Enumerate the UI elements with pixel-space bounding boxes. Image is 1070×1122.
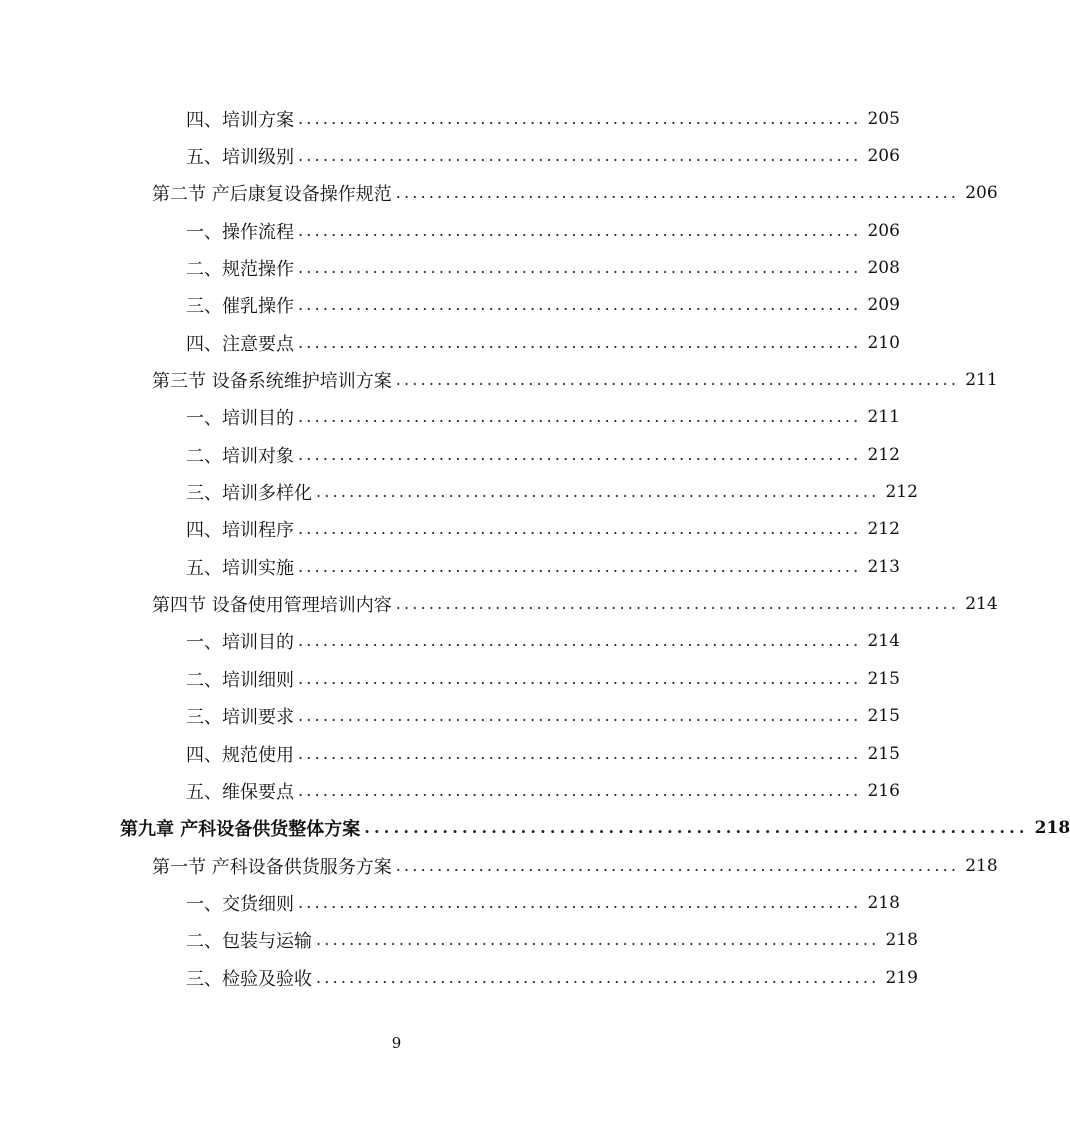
dot-leader: ....................................................................	[364, 818, 1029, 838]
dot-leader: ....................................................................	[298, 668, 862, 688]
toc-entry-title: 二、规范操作	[186, 259, 294, 281]
toc-entry-page: 215	[867, 743, 900, 764]
toc-entry[interactable]	[0, 922, 918, 959]
table-of-contents	[0, 100, 1070, 996]
toc-entry[interactable]	[0, 735, 900, 772]
toc-entry[interactable]	[0, 847, 998, 884]
toc-entry[interactable]	[0, 511, 900, 548]
toc-entry-title: 五、维保要点	[186, 781, 294, 803]
toc-entry-page: 206	[867, 146, 900, 167]
toc-entry[interactable]	[0, 212, 900, 249]
dot-leader: ....................................................................	[298, 556, 862, 576]
dot-leader: ....................................................................	[395, 370, 960, 390]
toc-entry-page: 218	[885, 930, 918, 951]
toc-entry-title: 第九章 产科设备供货整体方案	[120, 819, 361, 841]
dot-leader: ....................................................................	[395, 183, 960, 203]
dot-leader: ....................................................................	[298, 332, 862, 352]
toc-entry-title: 三、催乳操作	[186, 296, 294, 318]
toc-entry-title: 五、培训实施	[186, 557, 294, 579]
dot-leader: ....................................................................	[298, 146, 862, 166]
toc-entry[interactable]	[0, 399, 900, 436]
toc-entry-title: 第一节 产科设备供货服务方案	[152, 856, 392, 878]
dot-leader: ....................................................................	[298, 407, 862, 427]
dot-leader: ....................................................................	[298, 631, 862, 651]
toc-entry-title: 一、交货细则	[186, 893, 294, 915]
dot-leader: ....................................................................	[298, 519, 862, 539]
toc-entry-title: 三、培训要求	[186, 707, 294, 729]
toc-entry-title: 一、培训目的	[186, 632, 294, 654]
toc-entry-title: 四、规范使用	[186, 744, 294, 766]
toc-entry[interactable]	[0, 772, 900, 809]
toc-chapter-entry[interactable]	[0, 810, 1070, 847]
toc-entry-title: 第三节 设备系统维护培训方案	[152, 371, 392, 393]
toc-entry-page: 219	[885, 967, 918, 988]
toc-entry-title: 四、注意要点	[186, 333, 294, 355]
toc-entry-page: 212	[885, 482, 918, 503]
toc-entry[interactable]	[0, 324, 900, 361]
dot-leader: ....................................................................	[298, 892, 862, 912]
dot-leader: ....................................................................	[316, 967, 880, 987]
toc-entry-title: 一、操作流程	[186, 221, 294, 243]
toc-entry-page: 211	[867, 407, 900, 428]
toc-entry[interactable]	[0, 623, 900, 660]
dot-leader: ....................................................................	[298, 295, 862, 315]
toc-entry[interactable]	[0, 175, 998, 212]
toc-entry-page: 214	[965, 594, 998, 615]
toc-entry-title: 三、检验及验收	[186, 968, 312, 990]
toc-entry-page: 212	[867, 444, 900, 465]
toc-entry[interactable]	[0, 585, 998, 622]
dot-leader: ....................................................................	[298, 444, 862, 464]
toc-entry[interactable]	[0, 249, 900, 286]
toc-entry-page: 218	[867, 892, 900, 913]
dot-leader: ....................................................................	[395, 594, 960, 614]
toc-entry[interactable]	[0, 137, 900, 174]
toc-entry-title: 一、培训目的	[186, 408, 294, 430]
toc-entry-page: 218	[1034, 818, 1070, 839]
toc-entry-page: 206	[965, 183, 998, 204]
dot-leader: ....................................................................	[298, 108, 862, 128]
toc-entry[interactable]	[0, 698, 900, 735]
dot-leader: ....................................................................	[298, 258, 862, 278]
toc-entry-page: 206	[867, 220, 900, 241]
toc-entry-title: 三、培训多样化	[186, 483, 312, 505]
toc-entry-title: 五、培训级别	[186, 147, 294, 169]
toc-entry-title: 二、培训对象	[186, 445, 294, 467]
toc-entry-title: 四、培训程序	[186, 520, 294, 542]
toc-entry-title: 第四节 设备使用管理培训内容	[152, 595, 392, 617]
dot-leader: ....................................................................	[298, 780, 862, 800]
toc-entry-page: 218	[965, 855, 998, 876]
dot-leader: ....................................................................	[298, 743, 862, 763]
toc-entry-page: 216	[867, 780, 900, 801]
toc-entry-page: 215	[867, 706, 900, 727]
dot-leader: ....................................................................	[316, 482, 880, 502]
toc-entry-page: 213	[867, 556, 900, 577]
toc-entry-title: 四、培训方案	[186, 109, 294, 131]
toc-entry-title: 第二节 产后康复设备操作规范	[152, 184, 392, 206]
toc-entry-page: 205	[867, 108, 900, 129]
toc-entry[interactable]	[0, 100, 900, 137]
dot-leader: ....................................................................	[298, 706, 862, 726]
toc-entry[interactable]	[0, 436, 900, 473]
toc-entry-page: 209	[867, 295, 900, 316]
toc-entry[interactable]	[0, 473, 918, 510]
dot-leader: ....................................................................	[316, 930, 880, 950]
page-number: 9	[391, 1034, 402, 1052]
dot-leader: ....................................................................	[298, 220, 862, 240]
toc-entry-title: 二、包装与运输	[186, 931, 312, 953]
toc-entry[interactable]	[0, 361, 998, 398]
toc-entry[interactable]	[0, 660, 900, 697]
toc-entry-page: 215	[867, 668, 900, 689]
toc-entry[interactable]	[0, 959, 918, 996]
toc-entry-page: 211	[965, 370, 998, 391]
toc-entry-title: 二、培训细则	[186, 669, 294, 691]
toc-entry[interactable]	[0, 548, 900, 585]
toc-entry-page: 210	[867, 332, 900, 353]
toc-entry-page: 212	[867, 519, 900, 540]
dot-leader: ....................................................................	[395, 855, 960, 875]
toc-entry-page: 214	[867, 631, 900, 652]
toc-entry[interactable]	[0, 884, 900, 921]
toc-entry[interactable]	[0, 287, 900, 324]
toc-entry-page: 208	[867, 258, 900, 279]
